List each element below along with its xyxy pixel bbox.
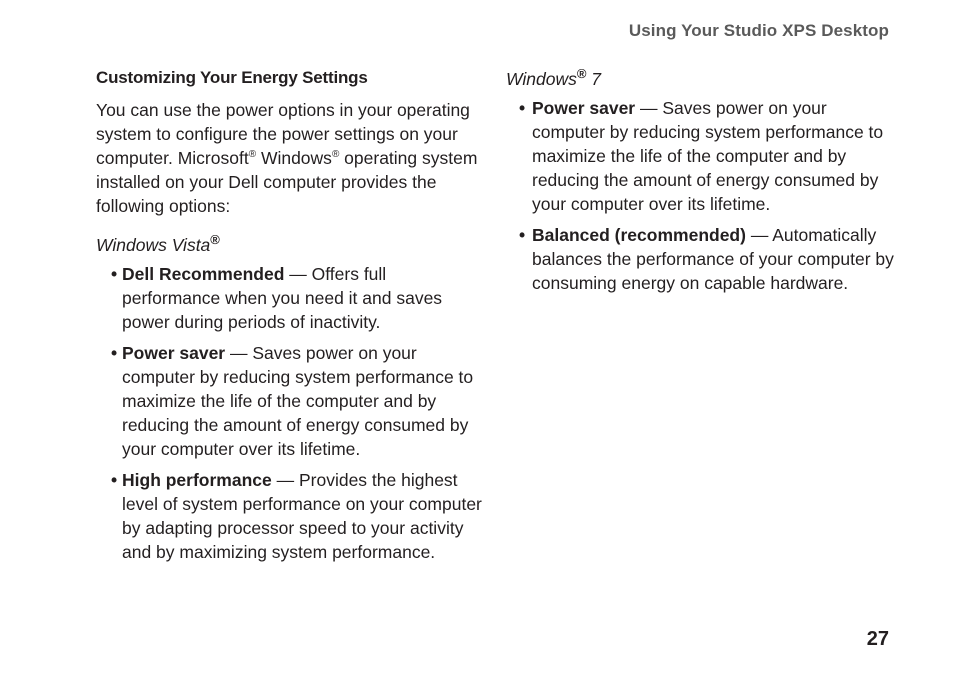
running-head: Using Your Studio XPS Desktop: [628, 21, 889, 40]
bullet-icon: •: [519, 98, 526, 118]
right-column: [506, 66, 898, 302]
registered-mark: ®: [331, 149, 340, 161]
vista-options-list: [96, 262, 488, 564]
option-term: Power saver: [532, 98, 636, 118]
bullet-icon: •: [111, 470, 118, 490]
win7-options-list: [506, 96, 898, 295]
option-term: Dell Recommended: [122, 264, 285, 284]
intro-paragraph: [96, 98, 488, 218]
intro-text-2: Windows: [256, 148, 332, 168]
option-term: Power saver: [122, 343, 226, 363]
intro-text-1: You can use the power options in your operating system to configure the power settings on your computer. Microsoft: [96, 100, 470, 168]
section-heading: Customizing Your Energy Settings: [96, 68, 368, 87]
bullet-icon: •: [519, 225, 526, 245]
option-desc: — Automatically balances the performance of your computer by consuming energy on capable hardware.: [532, 225, 894, 293]
intro-text-3: operating system installed on your Dell computer provides the following options:: [96, 148, 478, 216]
option-desc: — Saves power on your computer by reducing system performance to maximize the life of the computer and by reducing the amount of energy consumed by your computer over its lifetime.: [122, 343, 474, 459]
list-item: [506, 96, 898, 216]
os-title-vista: [96, 232, 488, 258]
registered-mark: ®: [248, 149, 257, 161]
option-desc: — Offers full performance when you need it and saves power during periods of inactivity.: [122, 264, 443, 332]
list-item: [96, 468, 488, 564]
page-number: 27: [866, 628, 889, 650]
list-item: [506, 223, 898, 295]
registered-mark: ®: [576, 66, 587, 82]
option-desc: — Saves power on your computer by reducing system performance to maximize the life of the computer and by reducing the amount of energy consumed by your computer over its lifetime.: [532, 98, 884, 214]
registered-mark: ®: [210, 232, 220, 248]
list-item: [96, 262, 488, 334]
option-desc: — Provides the highest level of system performance on your computer by adapting processor speed to your activity and by maximizing system performance.: [122, 470, 482, 562]
list-item: [96, 341, 488, 461]
bullet-icon: •: [111, 343, 118, 363]
os-title-vista-text: Windows Vista: [96, 235, 211, 255]
left-column: [96, 66, 488, 571]
bullet-icon: •: [111, 264, 118, 284]
option-term: High performance: [122, 470, 272, 490]
os-title-win7: [506, 66, 898, 92]
option-term: Balanced (recommended): [532, 225, 746, 245]
os-title-win7-text: Windows: [506, 69, 577, 89]
os-version: 7: [586, 69, 602, 89]
